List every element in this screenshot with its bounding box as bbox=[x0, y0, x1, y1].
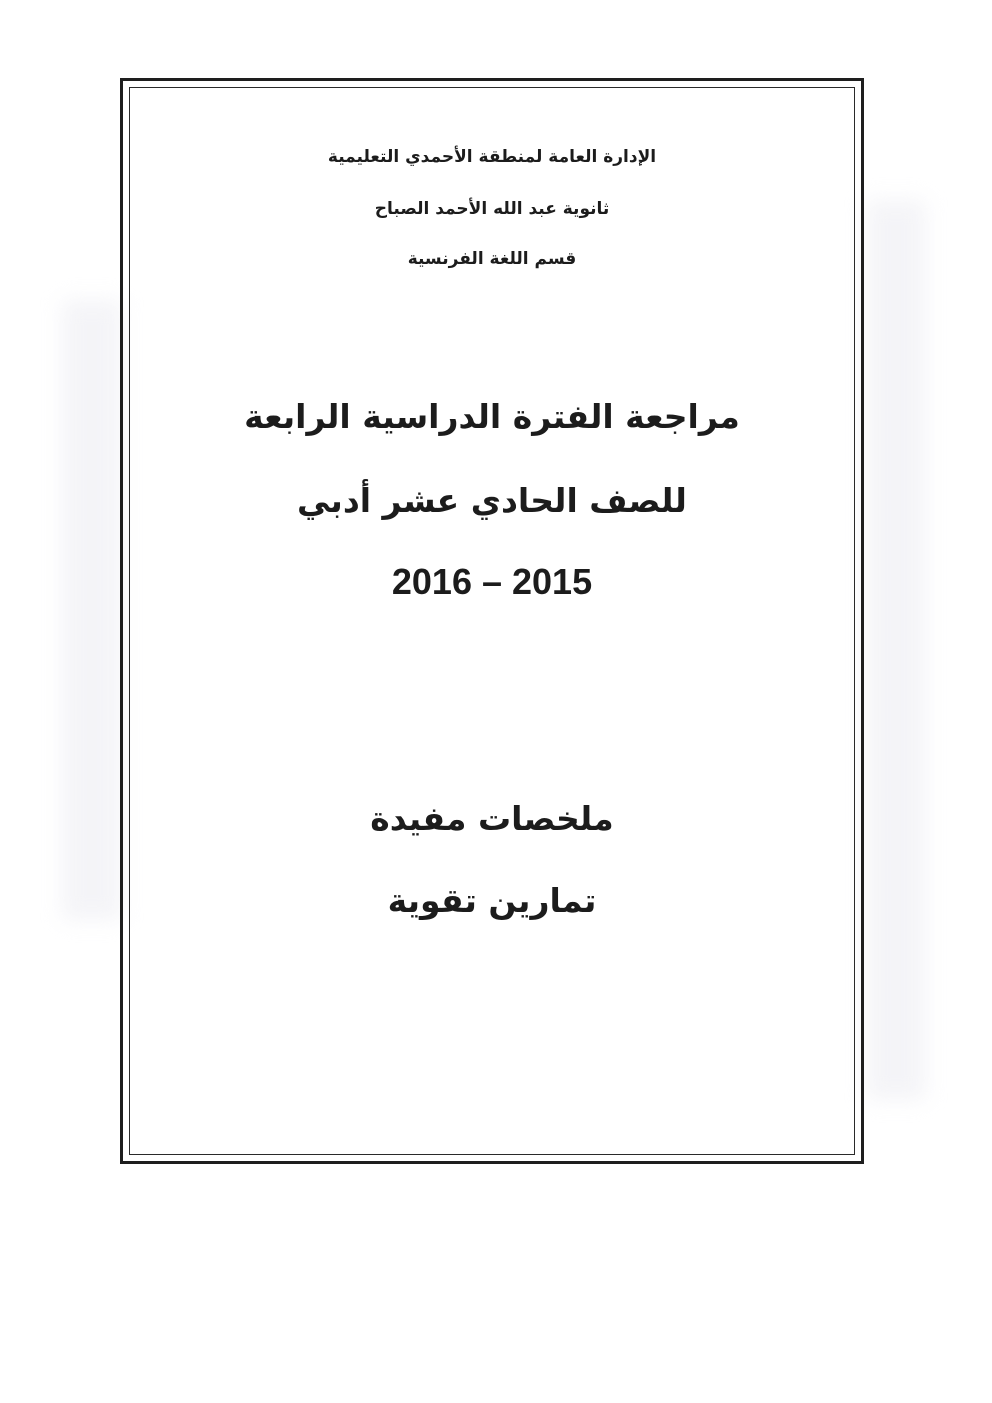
summaries-label: ملخصات مفيدة bbox=[370, 799, 614, 838]
page-border bbox=[120, 78, 864, 1164]
page-border-inner bbox=[129, 87, 855, 1155]
directorate-heading: الإدارة العامة لمنطقة الأحمدي التعليمية bbox=[327, 147, 657, 167]
class-name: للصف الحادي عشر أدبي bbox=[297, 481, 687, 520]
school-name: ثانوية عبد الله الأحمد الصباح bbox=[374, 199, 610, 219]
document-title: مراجعة الفترة الدراسية الرابعة bbox=[244, 397, 740, 436]
school-year: 2016 – 2015 bbox=[391, 561, 593, 602]
exercises-label: تمارين تقوية bbox=[387, 881, 597, 920]
department-name: قسم اللغة الفرنسية bbox=[407, 249, 577, 269]
scan-shadow-right bbox=[866, 200, 926, 1100]
scan-shadow-left bbox=[62, 300, 122, 920]
